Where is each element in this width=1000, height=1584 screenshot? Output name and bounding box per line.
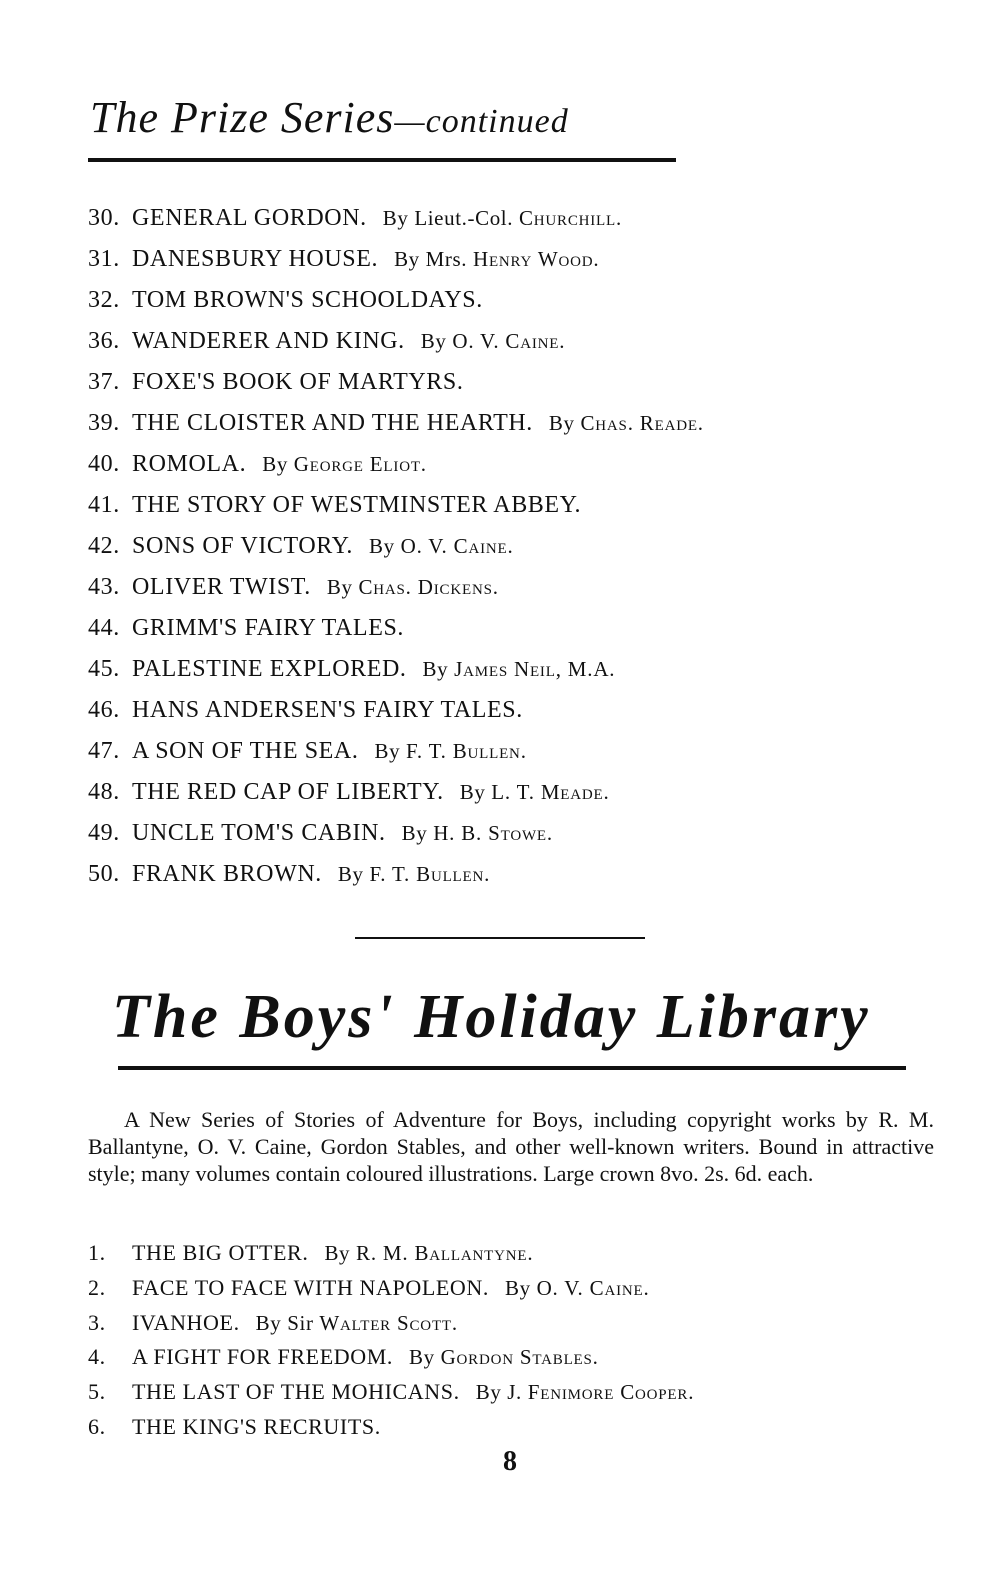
item-number: 32. (88, 287, 120, 313)
item-author (383, 206, 622, 231)
item-number: 45. (88, 656, 120, 682)
item-number: 43. (88, 574, 120, 600)
list-item (88, 1275, 694, 1310)
item-author (402, 821, 553, 846)
author-name: F. T. Bullen. (369, 862, 491, 886)
author-prefix: By (401, 821, 428, 845)
author-prefix: By Lieut.-Col. (382, 206, 514, 230)
item-number: 41. (88, 492, 120, 518)
author-name: James Neil, M.A. (454, 657, 616, 681)
list-item (88, 246, 704, 287)
author-prefix: By Mrs. (394, 247, 468, 271)
list-item (88, 656, 704, 697)
item-number: 31. (88, 246, 120, 272)
item-author (394, 247, 599, 272)
item-number: 5. (88, 1379, 106, 1405)
item-author (423, 657, 616, 682)
item-title: OLIVER TWIST. (132, 574, 311, 600)
list-item (88, 861, 704, 902)
prize-series-heading (90, 92, 569, 143)
list-item (88, 1344, 694, 1379)
item-title: A SON OF THE SEA. (132, 738, 359, 764)
list-item (88, 1379, 694, 1414)
author-prefix: By (262, 452, 288, 476)
item-number: 40. (88, 451, 120, 477)
item-author (505, 1276, 650, 1301)
author-prefix: By (505, 1275, 531, 1300)
heading-underline (118, 1066, 906, 1070)
item-title: THE STORY OF WESTMINSTER ABBEY. (132, 492, 582, 518)
item-title: GRIMM'S FAIRY TALES. (132, 615, 405, 641)
author-prefix: By (324, 1241, 351, 1265)
author-prefix: By (548, 411, 575, 435)
item-author (460, 780, 610, 805)
item-author (476, 1380, 695, 1405)
author-name: L. T. Meade. (491, 780, 610, 804)
prize-series-list (88, 205, 704, 902)
list-item (88, 533, 704, 574)
item-title: TOM BROWN'S SCHOOLDAYS. (132, 287, 483, 313)
author-prefix: By Sir (255, 1310, 314, 1335)
item-number: 46. (88, 697, 120, 723)
item-author (549, 411, 704, 436)
item-title: THE RED CAP OF LIBERTY. (132, 779, 444, 805)
item-number: 42. (88, 533, 120, 559)
item-title: HANS ANDERSEN'S FAIRY TALES. (132, 697, 523, 723)
heading-underline (88, 158, 676, 162)
author-prefix: By (459, 780, 486, 804)
list-item (88, 451, 704, 492)
item-author (324, 1241, 533, 1266)
item-title: FACE TO FACE WITH NAPOLEON. (132, 1274, 490, 1300)
author-name: Henry Wood. (472, 247, 600, 271)
item-number: 49. (88, 820, 120, 846)
author-prefix: By (369, 534, 395, 558)
description-text: A New Series of Stories of Adventure for Boys, including copyright works by R. M. Ballantyne, O. V. Caine, Gordon Stables, and other well-known writers. Bound in attractive style; many volumes contain coloured illustrations. Large crown 8vo. 2s. 6d. each. (88, 1107, 934, 1186)
item-number: 6. (88, 1413, 106, 1439)
list-item (88, 779, 704, 820)
item-number: 4. (88, 1344, 106, 1370)
list-item (88, 1414, 694, 1449)
item-number: 36. (88, 328, 120, 354)
item-number: 47. (88, 738, 120, 764)
page-number: 8 (503, 1446, 517, 1477)
item-number: 1. (88, 1240, 106, 1265)
heading-text: The Prize Series (90, 93, 395, 142)
item-number: 48. (88, 779, 120, 805)
author-name: Walter Scott. (319, 1310, 458, 1335)
list-item (88, 697, 704, 738)
list-item (88, 1310, 694, 1345)
series-description (88, 1106, 934, 1187)
item-title: THE KING'S RECRUITS. (132, 1413, 381, 1439)
author-prefix: By (408, 1345, 435, 1370)
author-name: F. T. Bullen. (406, 739, 527, 763)
list-item (88, 205, 704, 246)
list-item (88, 738, 704, 779)
item-number: 39. (88, 410, 120, 436)
item-number: 50. (88, 861, 120, 887)
item-author (369, 534, 514, 559)
item-title: GENERAL GORDON. (132, 205, 367, 231)
list-item (88, 492, 704, 533)
list-item (88, 369, 704, 410)
boys-holiday-list (88, 1240, 694, 1449)
item-title: FRANK BROWN. (132, 861, 322, 887)
item-author (409, 1345, 599, 1370)
item-author (338, 862, 490, 887)
item-author (421, 329, 566, 354)
item-title: WANDERER AND KING. (132, 328, 405, 354)
list-item (88, 820, 704, 861)
heading-suffix: —continued (394, 103, 569, 140)
author-name: Fenimore Cooper. (527, 1380, 695, 1405)
author-prefix: By J. (475, 1380, 522, 1405)
item-author (374, 739, 526, 764)
item-author (256, 1311, 458, 1336)
author-name: George Eliot. (293, 452, 427, 476)
list-item (88, 574, 704, 615)
item-title: SONS OF VICTORY. (132, 533, 354, 559)
list-item (88, 615, 704, 656)
item-title: ROMOLA. (132, 451, 247, 477)
item-author (262, 452, 427, 477)
author-prefix: By (422, 657, 449, 681)
author-name: O. V. Caine. (536, 1275, 650, 1300)
item-title: THE BIG OTTER. (132, 1240, 309, 1265)
item-number: 3. (88, 1309, 106, 1335)
author-prefix: By (420, 329, 447, 353)
item-title: DANESBURY HOUSE. (132, 246, 379, 272)
item-number: 30. (88, 205, 120, 231)
item-title: THE LAST OF THE MOHICANS. (132, 1379, 460, 1405)
item-number: 37. (88, 369, 120, 395)
item-title: FOXE'S BOOK OF MARTYRS. (132, 369, 464, 395)
author-name: Gordon Stables. (440, 1345, 599, 1370)
item-number: 44. (88, 615, 120, 641)
author-name: Chas. Dickens. (358, 575, 499, 599)
list-item (88, 328, 704, 369)
author-name: R. M. Ballantyne. (356, 1241, 534, 1265)
item-title: THE CLOISTER AND THE HEARTH. (132, 410, 533, 436)
author-prefix: By (374, 739, 401, 763)
item-title: IVANHOE. (132, 1309, 240, 1335)
list-item (88, 410, 704, 451)
author-name: Chas. Reade. (580, 411, 704, 435)
boys-holiday-heading: The Boys' Holiday Library (112, 983, 871, 1051)
list-item (88, 287, 704, 328)
list-item (88, 1240, 694, 1275)
author-name: O. V. Caine. (452, 329, 566, 353)
item-title: PALESTINE EXPLORED. (132, 656, 407, 682)
author-name: Churchill. (518, 206, 623, 230)
item-author (327, 575, 499, 600)
item-number: 2. (88, 1274, 106, 1300)
item-title: UNCLE TOM'S CABIN. (132, 820, 386, 846)
author-prefix: By (326, 575, 353, 599)
section-divider (355, 937, 645, 939)
item-title: A FIGHT FOR FREEDOM. (132, 1344, 393, 1370)
author-prefix: By (337, 862, 364, 886)
author-name: H. B. Stowe. (433, 821, 553, 845)
author-name: O. V. Caine. (400, 534, 514, 558)
